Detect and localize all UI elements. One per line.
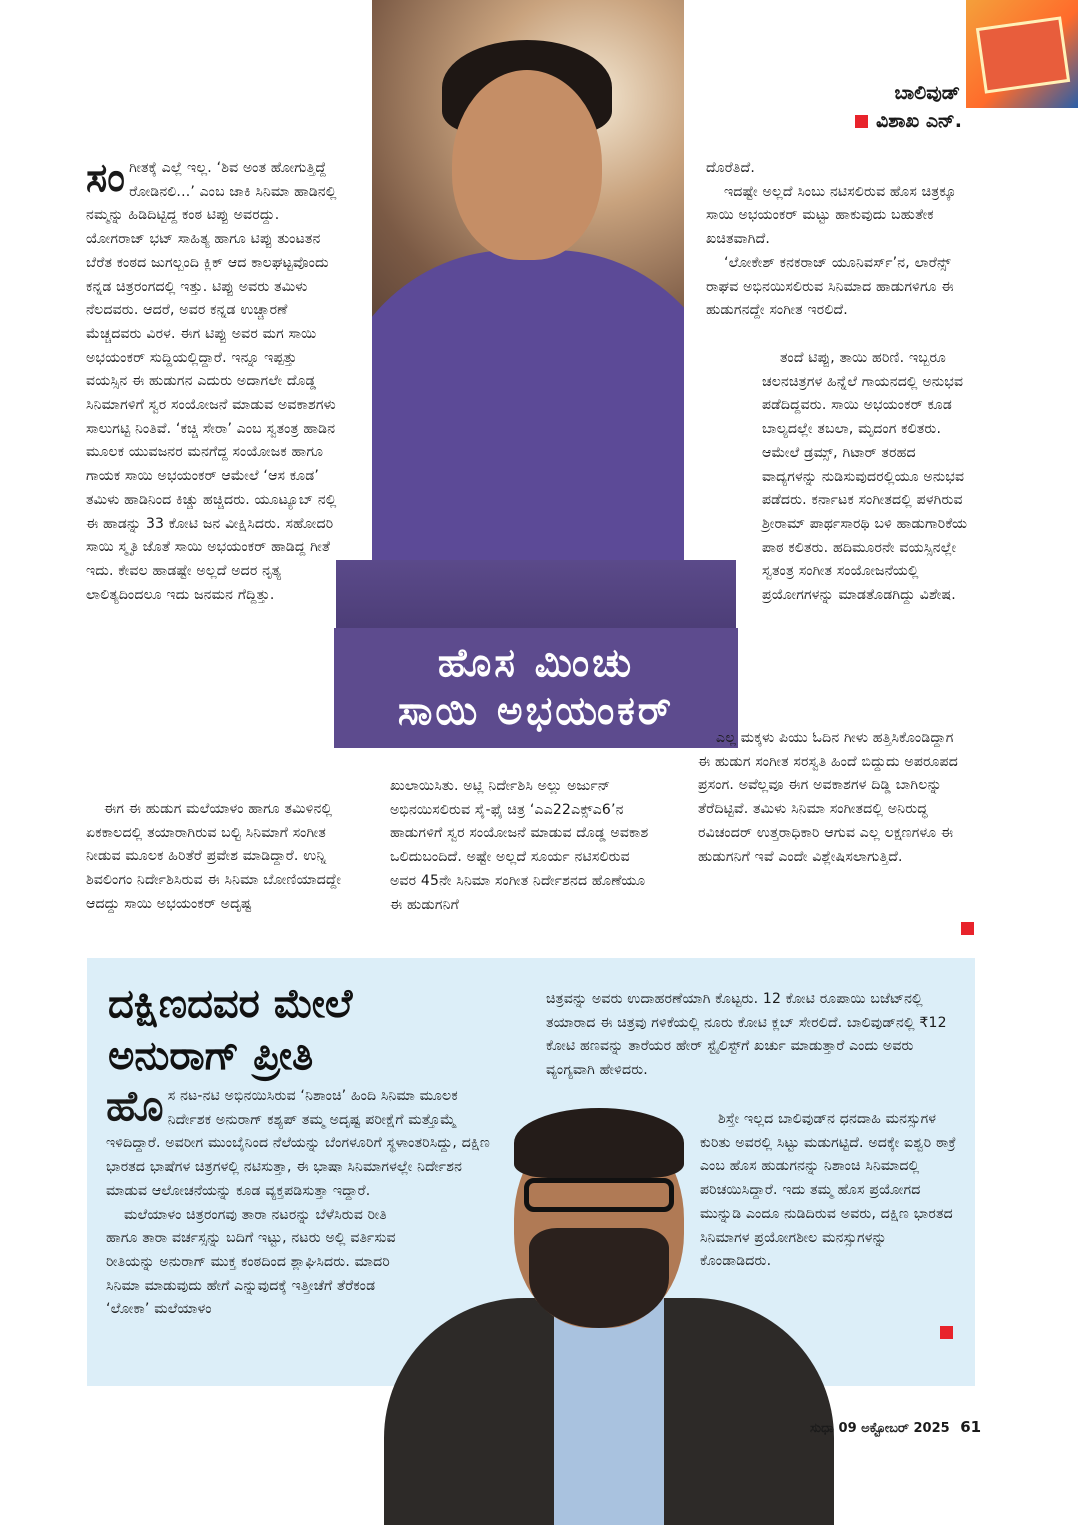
main-col1 <box>86 157 340 607</box>
box-col2 <box>546 988 958 1083</box>
red-square-icon <box>855 115 868 128</box>
box-title-line1: ದಕ್ಷಿಣದವರ ಮೇಲೆ <box>108 981 353 1027</box>
section-label: ಬಾಲಿವುಡ್ <box>894 82 960 104</box>
main-col3-p1: ದೊರೆತಿದೆ. <box>706 160 755 176</box>
page-number: 61 <box>960 1418 982 1436</box>
box-end-marker-icon <box>940 1326 953 1339</box>
main-col1-p1: ಗೀತಕ್ಕೆ ಎಲ್ಲೆ ಇಲ್ಲ. ‘ಶಿವ ಅಂತ ಹೋಗುತ್ತಿದ್ದೆ ರೋಡಿನಲಿ...’ ಎಂಬ ಜಾಕಿ ಸಿನಿಮಾ ಹಾಡಿನಲ್ಲಿ ನಮ್ಮನ್ನು ಹಿಡಿದಿಟ್ಟಿದ್ದ ಕಂಠ ಟಿಪ್ಪು ಅವರದ್ದು. ಯೋಗರಾಜ್ ಭಟ್ ಸಾಹಿತ್ಯ ಹಾಗೂ ಟಿಪ್ಪು ತುಂಟತನ ಬೆರೆತ ಕಂಠದ ಜುಗಲ್ಬಂದಿ ಕ್ಲಿಕ್ ಆದ ಕಾಲಘಟ್ಟವೊಂದು ಕನ್ನಡ ಚಿತ್ರರಂಗದಲ್ಲಿ ಇತ್ತು. ಟಿಪ್ಪು ಅವರು ತಮಿಳು ನೆಲದವರು. ಆದರೆ, ಅವರ ಕನ್ನಡ ಉಚ್ಚಾರಣೆ ಮೆಚ್ಚದವರು ವಿರಳ. ಈಗ ಟಿಪ್ಪು ಅವರ ಮಗ ಸಾಯಿ ಅಭಯಂಕರ್ ಸುದ್ದಿಯಲ್ಲಿದ್ದಾರೆ. ಇನ್ನೂ ಇಪ್ಪತ್ತು ವಯಸ್ಸಿನ ಈ ಹುಡುಗನ ಎದುರು ಅದಾಗಲೇ ದೊಡ್ಡ ಸಿನಿಮಾಗಳಿಗೆ ಸ್ವರ ಸಂಯೋಜನೆ ಮಾಡುವ ಅವಕಾಶಗಳು ಸಾಲುಗಟ್ಟಿ ನಿಂತಿವೆ. ‘ಕಚ್ಚಿ ಸೇರಾ’ ಎಂಬ ಸ್ವತಂತ್ರ ಹಾಡಿನ ಮೂಲಕ ಯುವಜನರ ಮನಗೆದ್ದ ಸಂಯೋಜಕ ಹಾಗೂ ಗಾಯಕ ಸಾಯಿ ಅಭಯಂಕರ್ ಆಮೇಲೆ ‘ಆಸ ಕೂಡ’ ತಮಿಳು ಹಾಡಿನಿಂದ ಕಿಚ್ಚು ಹಚ್ಚಿದರು. ಯೂಟ್ಯೂಬ್ ನಲ್ಲಿ ಈ ಹಾಡನ್ನು 33 ಕೋಟಿ ಜನ ವೀಕ್ಷಿಸಿದರು. ಸಹೋದರಿ ಸಾಯಿ ಸ್ಮೃತಿ ಜೊತೆ ಸಾಯಿ ಅಭಯಂಕರ್ ಹಾಡಿದ್ದ ಗೀತೆ ಇದು. ಕೇವಲ ಹಾಡಷ್ಟೇ ಅಲ್ಲದೆ ಅದರ ನೃತ್ಯ ಲಾಲಿತ್ಯದಿಂದಲೂ ಇದು ಜನಮನ ಗೆದ್ದಿತ್ತು. <box>86 160 337 603</box>
footer-text: ಸುಧಾ 09 ಅಕ್ಟೋಬರ್ 2025 <box>810 1421 950 1436</box>
main-col3-p4: ತಂದೆ ಟಿಪ್ಪು, ತಾಯಿ ಹರಿಣಿ. ಇಬ್ಬರೂ ಚಲನಚಿತ್ರಗಳ ಹಿನ್ನೆಲೆ ಗಾಯನದಲ್ಲಿ ಅನುಭವ ಪಡೆದಿದ್ದವರು. ಸಾಯಿ ಅಭಯಂಕರ್ ಕೂಡ ಬಾಲ್ಯದಲ್ಲೇ ತಬಲಾ, ಮೃದಂಗ ಕಲಿತರು. ಆಮೇಲೆ ಡ್ರಮ್ಸ್, ಗಿಟಾರ್ ತರಹದ ವಾದ್ಯಗಳನ್ನು ನುಡಿಸುವುದರಲ್ಲಿಯೂ ಅನುಭವ ಪಡೆದರು. ಕರ್ನಾಟಕ ಸಂಗೀತದಲ್ಲಿ ಪಳಗಿರುವ ಶ್ರೀರಾಮ್ ಪಾರ್ಥಸಾರಥಿ ಬಳಿ ಹಾಡುಗಾರಿಕೆಯ ಪಾಠ ಕಲಿತರು. ಹದಿಮೂರನೇ ವಯಸ್ಸಿನಲ್ಲೇ ಸ್ವತಂತ್ರ ಸಂಗೀತ ಸಂಯೋಜನೆಯಲ್ಲಿ ಪ್ರಯೋಗಗಳನ್ನು ಮಾಡತೊಡಗಿದ್ದು ವಿಶೇಷ. <box>762 350 968 604</box>
byline-text: ವಿಶಾಖ ಎನ್. <box>876 110 962 132</box>
main-title-line2: ಸಾಯಿ ಅಭಯಂಕರ್ <box>397 689 675 734</box>
box-title <box>108 978 528 1082</box>
main-col3-p3: ‘ಲೋಕೇಶ್ ಕನಕರಾಜ್ ಯೂನಿವರ್ಸ್’ನ, ಲಾರೆನ್ಸ್ ರಾಘವ ಅಭಿನಯಿಸಲಿರುವ ಸಿನಿಮಾದ ಹಾಡುಗಳಿಗೂ ಈ ಹುಡುಗನದ್ದೇ ಸಂಗೀತ ಇರಲಿದೆ. <box>706 254 954 319</box>
end-marker-icon <box>961 922 974 935</box>
box-col1-p2: ಮಲೆಯಾಳಂ ಚಿತ್ರರಂಗವು ತಾರಾ ನಟರನ್ನು ಬೆಳೆಸಿರುವ ರೀತಿ ಹಾಗೂ ತಾರಾ ವರ್ಚಸ್ಸನ್ನು ಬದಿಗೆ ಇಟ್ಟು, ನಟರು ಅಲ್ಲಿ ವರ್ತಿಸುವ ರೀತಿಯನ್ನು ಅನುರಾಗ್ ಮುಕ್ತ ಕಂಠದಿಂದ ಶ್ಲಾಘಿಸಿದರು. ಮಾದರಿ ಸಿನಿಮಾ ಮಾಡುವುದು ಹೇಗೆ ಎನ್ನುವುದಕ್ಕೆ ಇತ್ತೀಚೆಗೆ ತೆರೆಕಂಡ ‘ಲೋಕಾ’ ಮಲೆಯಾಳಂ <box>106 1206 396 1318</box>
box-col1-p1: ಸ ನಟ-ನಟಿ ಅಭಿನಯಿಸಿರುವ ‘ನಿಶಾಂಚಿ’ ಹಿಂದಿ ಸಿನಿಮಾ ಮೂಲಕ ನಿರ್ದೇಶಕ ಅನುರಾಗ್ ಕಶ್ಯಪ್ ತಮ್ಮ ಅದೃಷ್ಟ ಪರೀಕ್ಷೆಗೆ ಮತ್ತೊಮ್ಮೆ ಇಳಿದಿದ್ದಾರೆ. ಅವರೀಗ ಮುಂಬೈನಿಂದ ನೆಲೆಯನ್ನು ಬೆಂಗಳೂರಿಗೆ ಸ್ಥಳಾಂತರಿಸಿದ್ದು, ದಕ್ಷಿಣ ಭಾರತದ ಭಾಷೆಗಳ ಚಿತ್ರಗಳಲ್ಲಿ ನಟಿಸುತ್ತಾ, ಈ ಭಾಷಾ ಸಿನಿಮಾಗಳಲ್ಲೇ ನಿರ್ದೇಶನ ಮಾಡುವ ಆಲೋಚನೆಯನ್ನು ಕೂಡ ವ್ಯಕ್ತಪಡಿಸುತ್ತಾ ಇದ್ದಾರೆ. <box>106 1088 490 1199</box>
box-dropcap: ಹೊ <box>106 1081 164 1130</box>
main-col3-p5: ಎಲ್ಲ ಮಕ್ಕಳು ಪಿಯು ಓದಿನ ಗೀಳು ಹತ್ತಿಸಿಕೊಂಡಿದ್ದಾಗ ಈ ಹುಡುಗ ಸಂಗೀತ ಸರಸ್ವತಿ ಹಿಂದೆ ಬಿದ್ದುದು ಅಪರೂಪದ ಪ್ರಸಂಗ. ಅವೆಲ್ಲವೂ ಈಗ ಅವಕಾಶಗಳ ದಿಡ್ಡಿ ಬಾಗಿಲನ್ನು ತೆರೆದಿಟ್ಟಿವೆ. ತಮಿಳು ಸಿನಿಮಾ ಸಂಗೀತದಲ್ಲಿ ಅನಿರುದ್ಧ ರವಿಚಂದರ್ ಉತ್ತರಾಧಿಕಾರಿ ಆಗುವ ಎಲ್ಲ ಲಕ್ಷಣಗಳೂ ಈ ಹುಡುಗನಿಗೆ ಇವೆ ಎಂದೇ ವಿಶ್ಲೇಷಿಸಲಾಗುತ್ತಿದೆ. <box>698 730 958 865</box>
dropcap: ಸಂ <box>86 155 126 201</box>
main-col3-mid <box>762 347 974 608</box>
sai-abhyankar-photo <box>372 0 684 650</box>
main-col1-continued <box>86 798 358 917</box>
anurag-kashyap-photo <box>384 1098 834 1525</box>
main-col1-p2: ಈಗ ಈ ಹುಡುಗ ಮಲೆಯಾಳಂ ಹಾಗೂ ತಮಿಳಿನಲ್ಲಿ ಏಕಕಾಲದಲ್ಲಿ ತಯಾರಾಗಿರುವ ಬಲ್ಟಿ ಸಿನಿಮಾಗೆ ಸಂಗೀತ ನೀಡುವ ಮೂಲಕ ಹಿರಿತೆರೆ ಪ್ರವೇಶ ಮಾಡಿದ್ದಾರೆ. ಉನ್ನಿ ಶಿವಲಿಂಗಂ ನಿರ್ದೇಶಿಸಿರುವ ಈ ಸಿನಿಮಾ ಬೋಣಿಯಾದದ್ದೇ ಆದದ್ದು ಸಾಯಿ ಅಭಯಂಕರ್ ಅದೃಷ್ಟ <box>86 801 342 912</box>
main-col2 <box>390 775 658 917</box>
box-col2-p1: ಚಿತ್ರವನ್ನು ಅವರು ಉದಾಹರಣೆಯಾಗಿ ಕೊಟ್ಟರು. 12 ಕೋಟಿ ರೂಪಾಯಿ ಬಜೆಟ್‌ನಲ್ಲಿ ತಯಾರಾದ ಈ ಚಿತ್ರವು ಗಳಿಕೆಯಲ್ಲಿ ನೂರು ಕೋಟಿ ಕ್ಲಬ್ ಸೇರಲಿದೆ. ಬಾಲಿವುಡ್‌ನಲ್ಲಿ ₹12 ಕೋಟಿ ಹಣವನ್ನು ತಾರೆಯರ ಹೇರ್ ಸ್ಟೈಲಿಸ್ಟ್‌ಗೆ ಖರ್ಚು ಮಾಡುತ್ತಾರೆ ಎಂದು ಅವರು ವ್ಯಂಗ್ಯವಾಗಿ ಹೇಳಿದರು. <box>546 991 947 1079</box>
box-title-line2: ಅನುರಾಗ್ ಪ್ರೀತಿ <box>108 1033 314 1079</box>
main-title-box <box>334 628 738 748</box>
section-logo <box>966 0 1078 108</box>
main-col3-bottom <box>698 727 970 869</box>
main-col2-p1: ಖುಲಾಯಿಸಿತು. ಅಟ್ಲಿ ನಿರ್ದೇಶಿಸಿ ಅಲ್ಲು ಅರ್ಜುನ್ ಅಭಿನಯಿಸಲಿರುವ ಸೈ-ಫೈ ಚಿತ್ರ ‘ಎಎ22ಎಕ್ಸ್ಎ6’ನ ಹಾಡುಗಳಿಗೆ ಸ್ವರ ಸಂಯೋಜನೆ ಮಾಡುವ ದೊಡ್ಡ ಅವಕಾಶ ಒಲಿದುಬಂದಿದೆ. ಅಷ್ಟೇ ಅಲ್ಲದೆ ಸೂರ್ಯ ನಟಿಸಲಿರುವ ಅವರ 45ನೇ ಸಿನಿಮಾ ಸಂಗೀತ ನಿರ್ದೇಶನದ ಹೊಣೆಯೂ ಈ ಹುಡುಗನಿಗೆ <box>390 778 649 913</box>
main-col3-top <box>706 157 962 323</box>
byline <box>820 110 962 132</box>
page-footer <box>810 1418 981 1436</box>
main-title-line1: ಹೊಸ ಮಿಂಚು <box>437 641 635 686</box>
main-col3-p2: ಇದಷ್ಟೇ ಅಲ್ಲದೆ ಸಿಂಬು ನಟಿಸಲಿರುವ ಹೊಸ ಚಿತ್ರಕ್ಕೂ ಸಾಯಿ ಅಭಯಂಕರ್ ಮಟ್ಟು ಹಾಕುವುದು ಬಹುತೇಕ ಖಚಿತವಾಗಿದೆ. <box>706 183 957 248</box>
box-col2-p2: ಶಿಸ್ತೇ ಇಲ್ಲದ ಬಾಲಿವುಡ್‌ನ ಧನದಾಹಿ ಮನಸ್ಸುಗಳ ಕುರಿತು ಅವರಲ್ಲಿ ಸಿಟ್ಟು ಮಡುಗಟ್ಟಿದೆ. ಅದಕ್ಕೇ ಐಶ್ವರಿ ಠಾಕ್ರೆ ಎಂಬ ಹೊಸ ಹುಡುಗನನ್ನು ನಿಶಾಂಚಿ ಸಿನಿಮಾದಲ್ಲಿ ಪರಿಚಯಿಸಿದ್ದಾರೆ. ಇದು ತಮ್ಮ ಹೊಸ ಪ್ರಯೋಗದ ಮುನ್ನುಡಿ ಎಂದೂ ನುಡಿದಿರುವ ಅವರು, ದಕ್ಷಿಣ ಭಾರತದ ಸಿನಿಮಾಗಳ ಪ್ರಯೋಗಶೀಲ ಮನಸ್ಸುಗಳನ್ನು ಕೊಂಡಾಡಿದರು. <box>700 1111 957 1270</box>
